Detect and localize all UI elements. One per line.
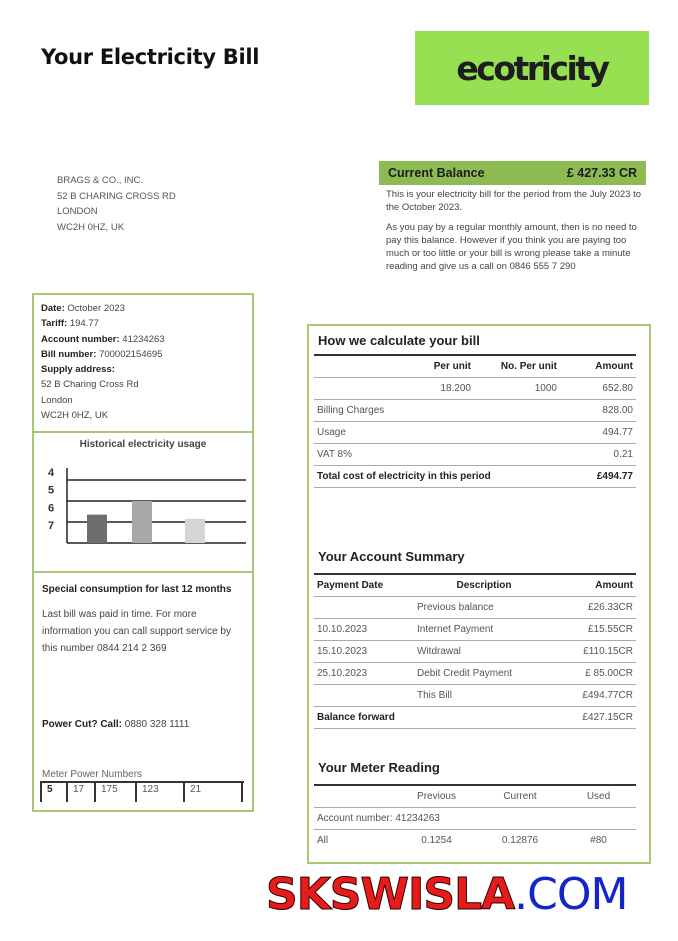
y-tick-label: 4 <box>48 467 55 479</box>
meter-header-row: Previous Current Used <box>314 785 636 808</box>
meter-account-row: Account number: 41234263 <box>314 808 636 830</box>
balance-label: Current Balance <box>388 166 485 180</box>
calc-table <box>314 354 636 488</box>
meter-number: 5 <box>40 783 66 802</box>
meter-power-label: Meter Power Numbers <box>42 769 143 780</box>
table-row: 10.10.2023 Internet Payment £15.55CR <box>314 619 636 641</box>
account-number: Account number: 41234263 <box>41 333 165 345</box>
table-row: 25.10.2023 Debit Credit Payment £ 85.00CR <box>314 663 636 685</box>
y-tick-label: 5 <box>48 484 55 497</box>
chart-bar <box>87 515 107 543</box>
address-line: BRAGS & CO., INC. <box>57 175 144 186</box>
bill-tariff: Tariff: 194.77 <box>41 318 99 330</box>
watermark <box>266 870 627 920</box>
balance-forward-row: Balance forward £427.15CR <box>314 707 636 729</box>
usage-chart <box>34 433 252 571</box>
bill-date: Date: October 2023 <box>41 303 125 314</box>
bill-number: Bill number: 700002154695 <box>41 348 163 360</box>
logo-text: ecotricity <box>456 48 608 88</box>
bill-details-box <box>307 324 651 864</box>
page-title: Your Electricity Bill <box>41 45 260 69</box>
balance-paragraph-1: This is your electricity bill for the period from the July 2023 to the October 2023. <box>386 189 642 213</box>
meter-number: 123 <box>135 783 183 802</box>
balance-explanation <box>386 188 648 280</box>
meter-title: Your Meter Reading <box>318 760 440 775</box>
chart-bar <box>132 501 152 543</box>
summary-title: Your Account Summary <box>318 549 465 564</box>
address-line: LONDON <box>57 206 98 217</box>
col-amount: Amount <box>560 355 636 378</box>
calc-title: How we calculate your bill <box>318 333 480 348</box>
col-no-per-unit: No. Per unit <box>474 355 560 378</box>
special-body: Last bill was paid in time. For more information you can call support service by this number 0844 214 2 369 <box>42 609 231 654</box>
balance-amount: £ 427.33 CR <box>566 166 637 180</box>
table-row: 18.200 1000 652.80 <box>314 378 636 400</box>
current-balance-bar <box>379 161 646 185</box>
table-row: All 0.1254 0.12876 #80 <box>317 835 607 846</box>
summary-header-row: Payment Date Description Amount <box>314 574 636 597</box>
table-row: This Bill £494.77CR <box>314 685 636 707</box>
address-line: 52 B CHARING CROSS RD <box>57 190 176 202</box>
supply-address-line: WC2H 0HZ, UK <box>41 410 109 422</box>
ecotricity-logo <box>415 31 649 105</box>
special-heading: Special consumption for last 12 months <box>42 584 232 595</box>
table-row: VAT 8% 0.21 <box>314 444 636 466</box>
table-row: Usage 494.77 <box>314 422 636 444</box>
summary-table <box>314 573 636 729</box>
balance-paragraph-2: As you pay by a regular monthly amount, then is no need to pay this balance. However if you think you are paying too much or too little or your bill is wrong please take a minute reading and give us a call on 0846 555 7 290 <box>386 222 637 272</box>
col-per-unit: Per unit <box>414 355 474 378</box>
supply-address-line: London <box>41 394 73 406</box>
chart-title: Historical electricity usage <box>79 439 207 450</box>
supply-address-label: Supply address: <box>41 364 115 376</box>
power-cut-line: Power Cut? Call: 0880 328 1111 <box>42 719 190 730</box>
watermark-part-1: SKSWISLA <box>266 869 515 920</box>
customer-address <box>57 173 176 235</box>
power-cut-number: 0880 328 1111 <box>124 719 190 730</box>
meter-number: 175 <box>94 783 135 802</box>
table-row: Previous balance £26.33CR <box>314 597 636 619</box>
y-tick-label: 7 <box>48 520 55 532</box>
meter-number: 21 <box>183 783 243 802</box>
y-tick-label: 6 <box>48 502 55 515</box>
watermark-part-2: .COM <box>514 869 628 920</box>
chart-bar <box>185 519 205 543</box>
table-row: Billing Charges 828.00 <box>314 400 636 422</box>
meter-power-numbers <box>40 781 244 802</box>
bill-info-box <box>32 293 254 433</box>
special-consumption-box <box>32 571 254 812</box>
address-line: WC2H 0HZ, UK <box>57 221 125 233</box>
meter-table <box>314 784 636 851</box>
calc-total-row: Total cost of electricity in this period £494.77 <box>314 466 636 488</box>
supply-address-line: 52 B Charing Cross Rd <box>41 379 139 391</box>
usage-chart-box <box>32 431 254 573</box>
table-row: 15.10.2023 Witdrawal £110.15CR <box>314 641 636 663</box>
meter-number: 17 <box>66 783 94 802</box>
calc-header-row <box>314 355 636 378</box>
